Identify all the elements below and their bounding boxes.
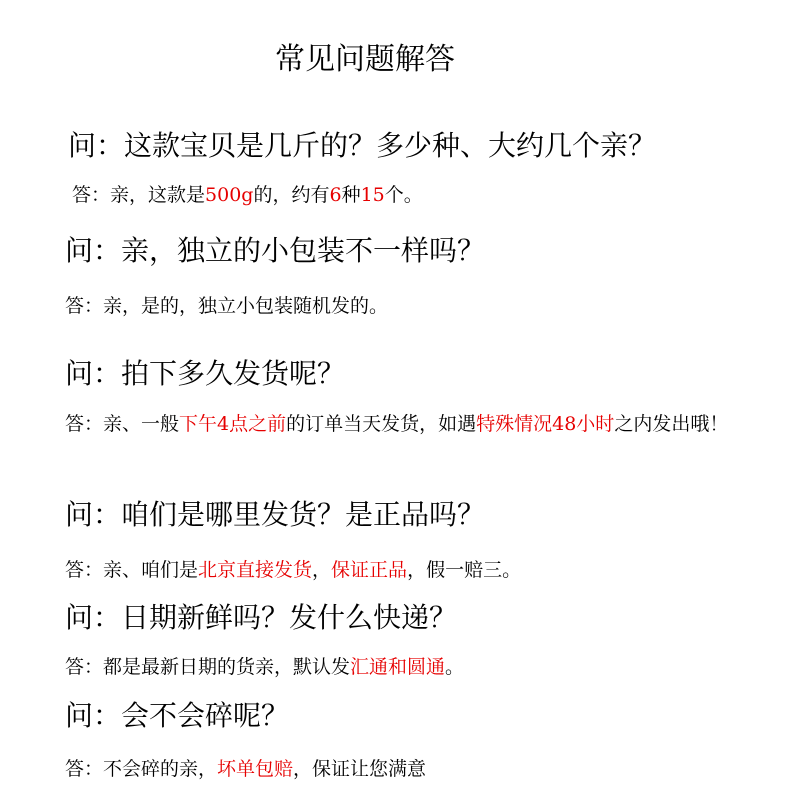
- question-3: 问：拍下多久发货呢？: [65, 357, 346, 390]
- answer-4: 答：亲、咱们是北京直接发货，保证正品，假一赔三。: [65, 559, 522, 581]
- answer-5: 答：都是最新日期的货亲，默认发汇通和圆通。: [65, 656, 465, 678]
- question-2: 问：亲，独立的小包装不一样吗？: [65, 234, 486, 267]
- question-4: 问：咱们是哪里发货？是正品吗？: [65, 498, 486, 531]
- answer-2: 答：亲，是的，独立小包装随机发的。: [65, 295, 389, 317]
- answer-3: 答：亲、一般下午4点之前的订单当天发货，如遇特殊情况48小时之内发出哦！: [65, 413, 729, 435]
- question-6: 问：会不会碎呢？: [65, 699, 290, 732]
- page-title: 常见问题解答: [275, 42, 455, 77]
- question-1: 问：这款宝贝是几斤的？多少种、大约几个亲？: [68, 129, 657, 162]
- answer-6: 答：不会碎的亲，坏单包赔，保证让您满意: [65, 758, 427, 780]
- answer-1: 答：亲，这款是500g的，约有6种15个。: [72, 184, 423, 206]
- question-5: 问：日期新鲜吗？发什么快递？: [65, 601, 458, 634]
